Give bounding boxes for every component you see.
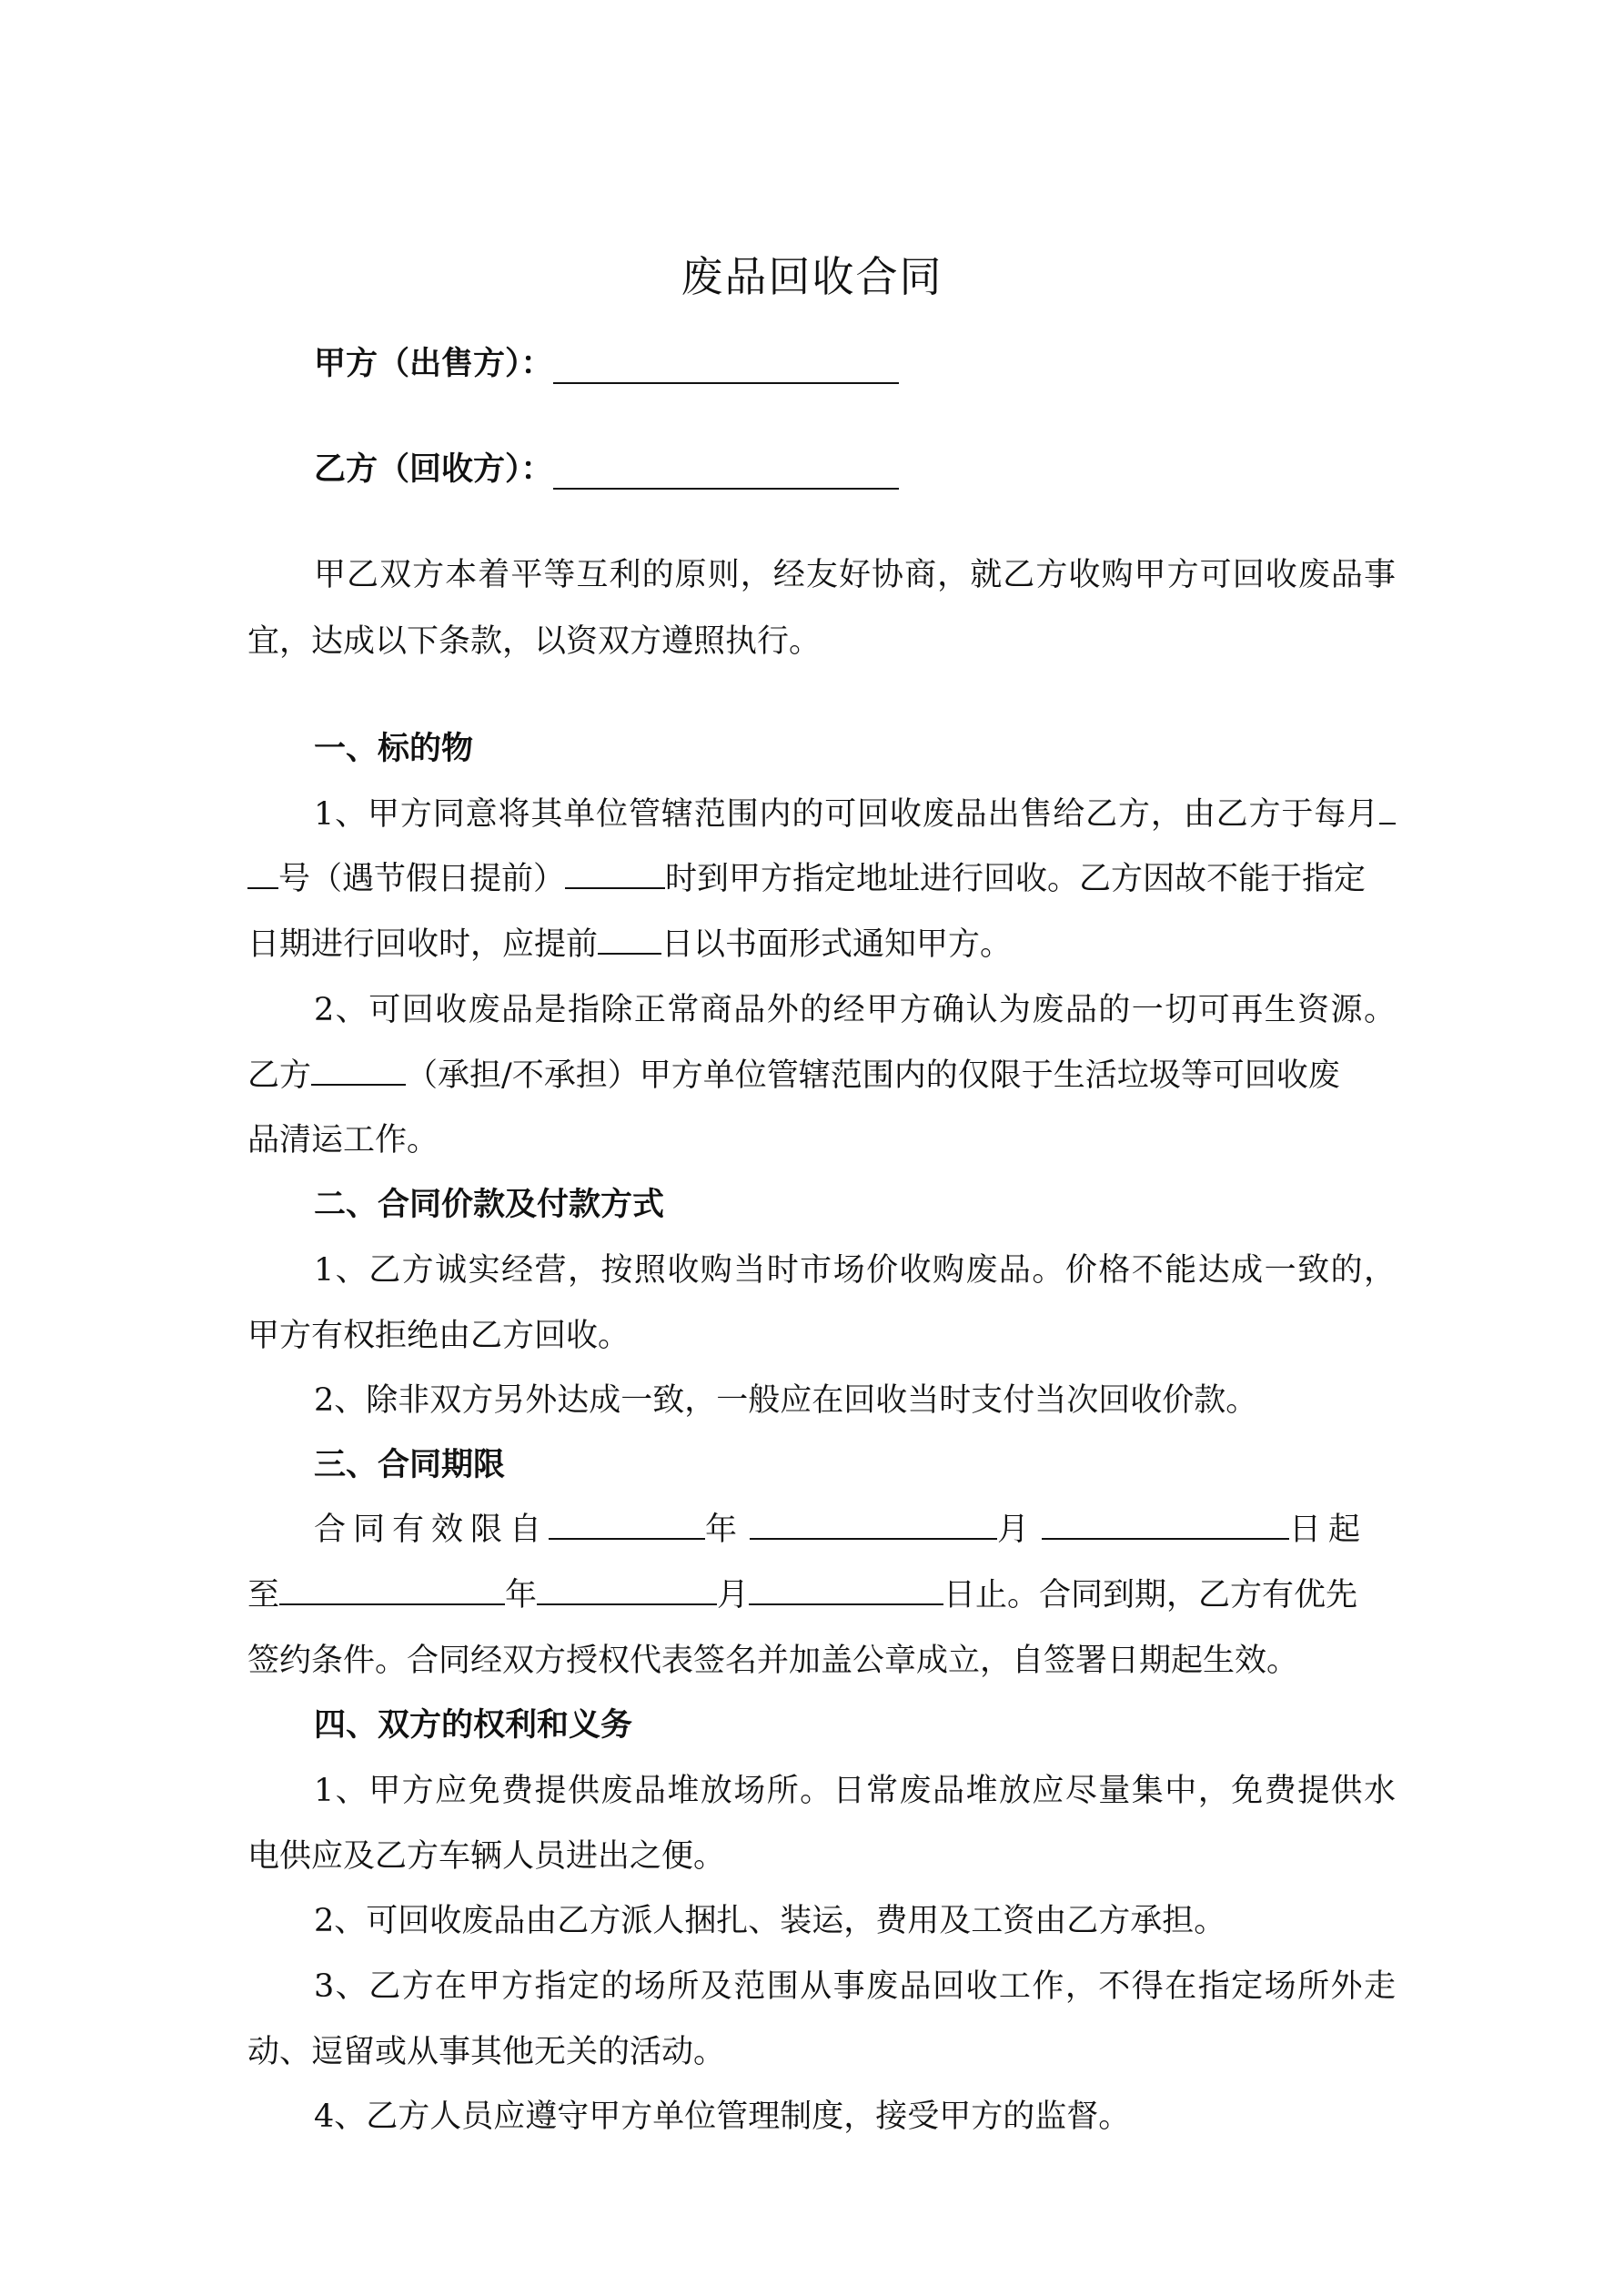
s1-p1-line-2-text-a: 号（遇节假日提前） (278, 861, 566, 897)
intro-line-1: 甲乙双方本着平等互利的原则，经友好协商，就乙方收购甲方可回收废品事 (314, 557, 1396, 593)
month-day-blank-b[interactable] (247, 860, 278, 889)
s4-p1-line-1: 1、甲方应免费提供废品堆放场所。日常废品堆放应尽量集中，免费提供水 (314, 1773, 1396, 1809)
intro-line-2: 宜，达成以下条款，以资双方遵照执行。 (247, 623, 822, 660)
s1-p1-line-3 (247, 919, 1396, 965)
s2-p1-line-1: 1、乙方诚实经营，按照收购当时市场价收购废品。价格不能达成一致的， (314, 1252, 1396, 1289)
section-2-heading: 二、合同价款及付款方式 (314, 1186, 665, 1223)
s1-p1-line-1 (314, 789, 1396, 834)
party-b-blank[interactable] (553, 457, 899, 490)
end-month-blank[interactable] (537, 1576, 717, 1605)
s1-p2-line-3: 品清运工作。 (247, 1122, 439, 1158)
s4-p3-line-2: 动、逗留或从事其他无关的活动。 (247, 2034, 726, 2070)
s1-p1-line-3-text-b: 日以书面形式通知甲方。 (661, 926, 1013, 963)
s3-line-1 (314, 1504, 1396, 1550)
s1-p2-line-2 (247, 1050, 1396, 1096)
notice-days-blank[interactable] (598, 925, 661, 955)
month-day-blank-a[interactable] (1379, 795, 1396, 824)
start-month-blank[interactable] (750, 1511, 997, 1540)
s1-p2-line-1: 2、可回收废品是指除正常商品外的经甲方确认为废品的一切可再生资源。 (314, 992, 1396, 1028)
end-day-blank[interactable] (749, 1576, 943, 1605)
s4-p1-line-2: 电供应及乙方车辆人员进出之便。 (247, 1838, 726, 1875)
party-a-row (314, 339, 899, 384)
s3-l2-month: 月 (717, 1577, 750, 1613)
s1-p1-line-1-text: 1、甲方同意将其单位管辖范围内的可回收废品出售给乙方，由乙方于每月 (314, 796, 1379, 833)
start-year-blank[interactable] (549, 1511, 705, 1540)
s4-p4-line-1: 4、乙方人员应遵守甲方单位管理制度，接受甲方的监督。 (314, 2099, 1131, 2135)
s1-p1-line-2 (247, 854, 1396, 899)
s3-l1-year: 年 (705, 1512, 745, 1548)
party-b-row (314, 444, 899, 490)
party-a-label: 甲方（出售方）： (314, 345, 553, 382)
s3-l2-year: 年 (505, 1577, 538, 1613)
s3-l2-text-a: 至 (247, 1577, 280, 1613)
s4-p3-line-1: 3、乙方在甲方指定的场所及范围从事废品回收工作，不得在指定场所外走 (314, 1968, 1396, 2005)
s3-line-3: 签约条件。合同经双方授权代表签名并加盖公章成立，自签署日期起生效。 (247, 1643, 1299, 1679)
document-title: 废品回收合同 (681, 252, 943, 301)
s1-p2-line-2-text-b: （承担/不承担）甲方单位管辖范围内的仅限于生活垃圾等可回收废 (406, 1057, 1340, 1094)
s2-p1-line-2: 甲方有权拒绝由乙方回收。 (247, 1318, 630, 1354)
s3-l1-month: 月 (997, 1512, 1037, 1548)
undertake-blank[interactable] (311, 1057, 406, 1086)
s1-p1-line-2-text-b: 时到甲方指定地址进行回收。乙方因故不能于指定 (665, 861, 1367, 897)
section-4-heading: 四、双方的权利和义务 (314, 1706, 633, 1744)
s2-p2-line-1: 2、除非双方另外达成一致，一般应在回收当时支付当次回收价款。 (314, 1382, 1258, 1419)
start-day-blank[interactable] (1042, 1511, 1289, 1540)
s3-l2-text-b: 日止。合同到期，乙方有优先 (943, 1577, 1358, 1613)
s1-p2-line-2-text-a: 乙方 (247, 1057, 312, 1094)
s3-line-2 (247, 1570, 1396, 1615)
party-a-blank[interactable] (553, 351, 899, 384)
s4-p2-line-1: 2、可回收废品由乙方派人捆扎、装运，费用及工资由乙方承担。 (314, 1903, 1226, 1939)
end-year-blank[interactable] (279, 1576, 505, 1605)
hour-blank[interactable] (565, 860, 665, 889)
section-1-heading: 一、标的物 (314, 730, 474, 767)
s3-l1-text-a: 合同有效限自 (314, 1512, 550, 1548)
section-3-heading: 三、合同期限 (314, 1446, 506, 1483)
party-b-label: 乙方（回收方）： (314, 450, 553, 488)
s1-p1-line-3-text-a: 日期进行回收时，应提前 (247, 926, 599, 963)
s3-l1-day: 日起 (1289, 1512, 1368, 1548)
